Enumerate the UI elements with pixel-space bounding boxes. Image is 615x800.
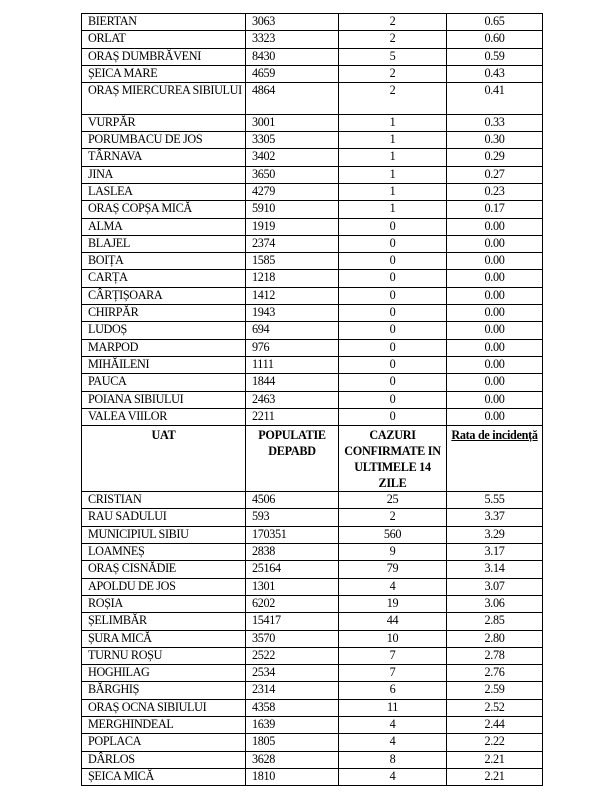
cell-rata: 2.21 [447,751,543,768]
cell-uat: MUNICIPIUL SIBIU [82,526,246,543]
table-row [82,356,543,373]
cell-populatie: 2838 [246,544,339,561]
table-row [82,201,543,218]
cell-rata: 0.30 [447,132,543,149]
cell-populatie: 2522 [246,647,339,664]
cell-populatie: 3063 [246,14,339,31]
cell-populatie: 1639 [246,716,339,733]
cell-populatie: 3001 [246,114,339,131]
table-row [82,699,543,716]
cell-cazuri: 0 [339,322,447,339]
cell-uat: ȘEICA MICĂ [82,768,246,785]
table-row [82,613,543,630]
cell-rata: 5.55 [447,492,543,509]
cell-populatie: 5910 [246,201,339,218]
cell-uat: ORAȘ CISNĂDIE [82,561,246,578]
table-row [82,339,543,356]
cell-cazuri: 10 [339,630,447,647]
cell-cazuri: 0 [339,374,447,391]
cell-rata: 0.60 [447,31,543,48]
cell-cazuri: 44 [339,613,447,630]
cell-uat: CHIRPĂR [82,305,246,322]
cell-cazuri: 8 [339,751,447,768]
cell-populatie: 1412 [246,287,339,304]
cell-rata: 0.17 [447,201,543,218]
cell-rata: 0.00 [447,253,543,270]
cell-populatie: 593 [246,509,339,526]
cell-cazuri: 1 [339,114,447,131]
table-row [82,751,543,768]
table-row [82,509,543,526]
cell-rata: 2.80 [447,630,543,647]
cell-cazuri: 2 [339,65,447,82]
cell-uat: BIERTAN [82,14,246,31]
cell-cazuri: 2 [339,83,447,115]
cell-cazuri: 7 [339,665,447,682]
cell-uat: POIANA SIBIULUI [82,391,246,408]
cell-rata: 2.21 [447,768,543,785]
cell-populatie: 4659 [246,65,339,82]
table-row [82,768,543,785]
cell-uat: PAUCA [82,374,246,391]
cell-rata: 2.22 [447,734,543,751]
table-row [82,561,543,578]
cell-populatie: 6202 [246,595,339,612]
table-row [82,322,543,339]
cell-uat: ALMA [82,218,246,235]
cell-populatie: 3305 [246,132,339,149]
cell-uat: TÂRNAVA [82,149,246,166]
cell-rata: 2.59 [447,682,543,699]
cell-uat: MERGHINDEAL [82,716,246,733]
table-row [82,716,543,733]
table-row [82,734,543,751]
table-row [82,305,543,322]
cell-rata: 3.17 [447,544,543,561]
cell-uat: RAU SADULUI [82,509,246,526]
table-body-after-header [82,492,543,786]
cell-cazuri: 9 [339,544,447,561]
cell-populatie: 1805 [246,734,339,751]
cell-rata: 0.33 [447,114,543,131]
cell-rata: 0.00 [447,270,543,287]
cell-populatie: 2534 [246,665,339,682]
table-body-before-header [82,14,543,426]
table-row [82,287,543,304]
cell-uat: PORUMBACU DE JOS [82,132,246,149]
cell-populatie: 4279 [246,183,339,200]
cell-cazuri: 5 [339,48,447,65]
cell-uat: ORLAT [82,31,246,48]
table-row [82,114,543,131]
cell-populatie: 1943 [246,305,339,322]
cell-populatie: 3650 [246,166,339,183]
cell-populatie: 694 [246,322,339,339]
table-row [82,183,543,200]
cell-populatie: 2211 [246,408,339,425]
table-row [82,235,543,252]
cell-uat: ȘELIMBĂR [82,613,246,630]
table-header-section [82,426,543,492]
cell-uat: MIHĂILENI [82,356,246,373]
cell-uat: BLAJEL [82,235,246,252]
cell-cazuri: 19 [339,595,447,612]
cell-rata: 0.29 [447,149,543,166]
cell-populatie: 2463 [246,391,339,408]
cell-rata: 2.78 [447,647,543,664]
cell-cazuri: 0 [339,305,447,322]
cell-rata: 3.29 [447,526,543,543]
table-row [82,83,543,115]
table-row [82,65,543,82]
cell-populatie: 3402 [246,149,339,166]
cell-cazuri: 560 [339,526,447,543]
cell-rata: 0.00 [447,408,543,425]
cell-uat: CÂRȚIȘOARA [82,287,246,304]
cell-rata: 0.00 [447,339,543,356]
cell-uat: ȘURA MICĂ [82,630,246,647]
table-row [82,408,543,425]
cell-populatie: 4864 [246,83,339,115]
cell-rata: 0.59 [447,48,543,65]
table-row [82,544,543,561]
cell-uat: BĂRGHIȘ [82,682,246,699]
cell-populatie: 2314 [246,682,339,699]
table-row [82,132,543,149]
cell-rata: 0.00 [447,218,543,235]
cell-populatie: 170351 [246,526,339,543]
cell-rata: 2.76 [447,665,543,682]
cell-cazuri: 79 [339,561,447,578]
cell-rata: 3.07 [447,578,543,595]
cell-rata: 0.00 [447,356,543,373]
cell-cazuri: 11 [339,699,447,716]
cell-cazuri: 4 [339,734,447,751]
table-row [82,253,543,270]
cell-populatie: 1919 [246,218,339,235]
cell-cazuri: 0 [339,339,447,356]
cell-uat: POPLACA [82,734,246,751]
cell-uat: ȘEICA MARE [82,65,246,82]
cell-populatie: 15417 [246,613,339,630]
cell-cazuri: 2 [339,14,447,31]
cell-cazuri: 0 [339,356,447,373]
cell-uat: ROȘIA [82,595,246,612]
table-row [82,630,543,647]
header-uat: UAT [82,426,246,492]
table-row [82,595,543,612]
cell-uat: VALEA VIILOR [82,408,246,425]
table-row [82,218,543,235]
header-populatie: POPULATIE DEPABD [246,426,339,492]
cell-cazuri: 0 [339,391,447,408]
cell-populatie: 976 [246,339,339,356]
cell-uat: ORAȘ OCNA SIBIULUI [82,699,246,716]
cell-cazuri: 4 [339,578,447,595]
cell-uat: JINA [82,166,246,183]
cell-cazuri: 1 [339,149,447,166]
table-row [82,48,543,65]
cell-uat: HOGHILAG [82,665,246,682]
cell-uat: ORAȘ MIERCUREA SIBIULUI [82,83,246,115]
cell-cazuri: 2 [339,31,447,48]
table-row [82,374,543,391]
cell-uat: DÂRLOS [82,751,246,768]
cell-populatie: 1301 [246,578,339,595]
cell-cazuri: 2 [339,509,447,526]
table-row [82,391,543,408]
cell-rata: 0.00 [447,322,543,339]
cell-uat: TURNU ROȘU [82,647,246,664]
cell-rata: 0.23 [447,183,543,200]
cell-rata: 0.00 [447,287,543,304]
cell-uat: VURPĂR [82,114,246,131]
table-row [82,682,543,699]
cell-rata: 0.65 [447,14,543,31]
cell-rata: 2.44 [447,716,543,733]
cell-cazuri: 25 [339,492,447,509]
cell-populatie: 3570 [246,630,339,647]
cell-uat: ORAȘ COPȘA MICĂ [82,201,246,218]
cell-rata: 3.06 [447,595,543,612]
table-row [82,149,543,166]
cell-rata: 0.43 [447,65,543,82]
cell-uat: MARPOD [82,339,246,356]
cell-rata: 0.41 [447,83,543,115]
cell-populatie: 25164 [246,561,339,578]
cell-cazuri: 4 [339,768,447,785]
cell-rata: 0.00 [447,374,543,391]
cell-uat: CRISTIAN [82,492,246,509]
cell-rata: 0.27 [447,166,543,183]
cell-cazuri: 0 [339,287,447,304]
cell-cazuri: 4 [339,716,447,733]
table-row [82,14,543,31]
cell-cazuri: 0 [339,408,447,425]
cell-uat: APOLDU DE JOS [82,578,246,595]
cell-cazuri: 0 [339,253,447,270]
cell-cazuri: 7 [339,647,447,664]
header-rata [447,426,543,492]
table-header-row [82,426,543,492]
table-row [82,647,543,664]
cell-uat: ORAȘ DUMBRĂVENI [82,48,246,65]
cell-populatie: 1810 [246,768,339,785]
cell-populatie: 4358 [246,699,339,716]
table-row [82,270,543,287]
table-row [82,166,543,183]
cell-cazuri: 1 [339,166,447,183]
cell-populatie: 1844 [246,374,339,391]
cell-cazuri: 0 [339,218,447,235]
header-cazuri: CAZURI CONFIRMATE IN ULTIMELE 14 ZILE [339,426,447,492]
cell-populatie: 3323 [246,31,339,48]
cell-cazuri: 1 [339,132,447,149]
cell-uat: BOIȚA [82,253,246,270]
cell-cazuri: 1 [339,201,447,218]
cell-cazuri: 1 [339,183,447,200]
cell-rata: 2.85 [447,613,543,630]
cell-uat: LASLEA [82,183,246,200]
table-row [82,526,543,543]
cell-populatie: 8430 [246,48,339,65]
cell-cazuri: 0 [339,235,447,252]
cell-uat: LUDOȘ [82,322,246,339]
cell-populatie: 2374 [246,235,339,252]
cell-rata: 2.52 [447,699,543,716]
cell-rata: 0.00 [447,391,543,408]
header-rata-text: Rata de incidență [451,428,538,443]
cell-rata: 3.14 [447,561,543,578]
table-row [82,492,543,509]
cell-populatie: 1585 [246,253,339,270]
cell-uat: LOAMNEȘ [82,544,246,561]
table-row [82,31,543,48]
table-row [82,665,543,682]
cell-uat: CARȚA [82,270,246,287]
cell-populatie: 1218 [246,270,339,287]
cell-populatie: 3628 [246,751,339,768]
cell-rata: 0.00 [447,305,543,322]
cell-cazuri: 6 [339,682,447,699]
cell-rata: 0.00 [447,235,543,252]
cell-populatie: 1111 [246,356,339,373]
cell-populatie: 4506 [246,492,339,509]
table-row [82,578,543,595]
cell-rata: 3.37 [447,509,543,526]
incidence-table [81,13,543,786]
cell-cazuri: 0 [339,270,447,287]
